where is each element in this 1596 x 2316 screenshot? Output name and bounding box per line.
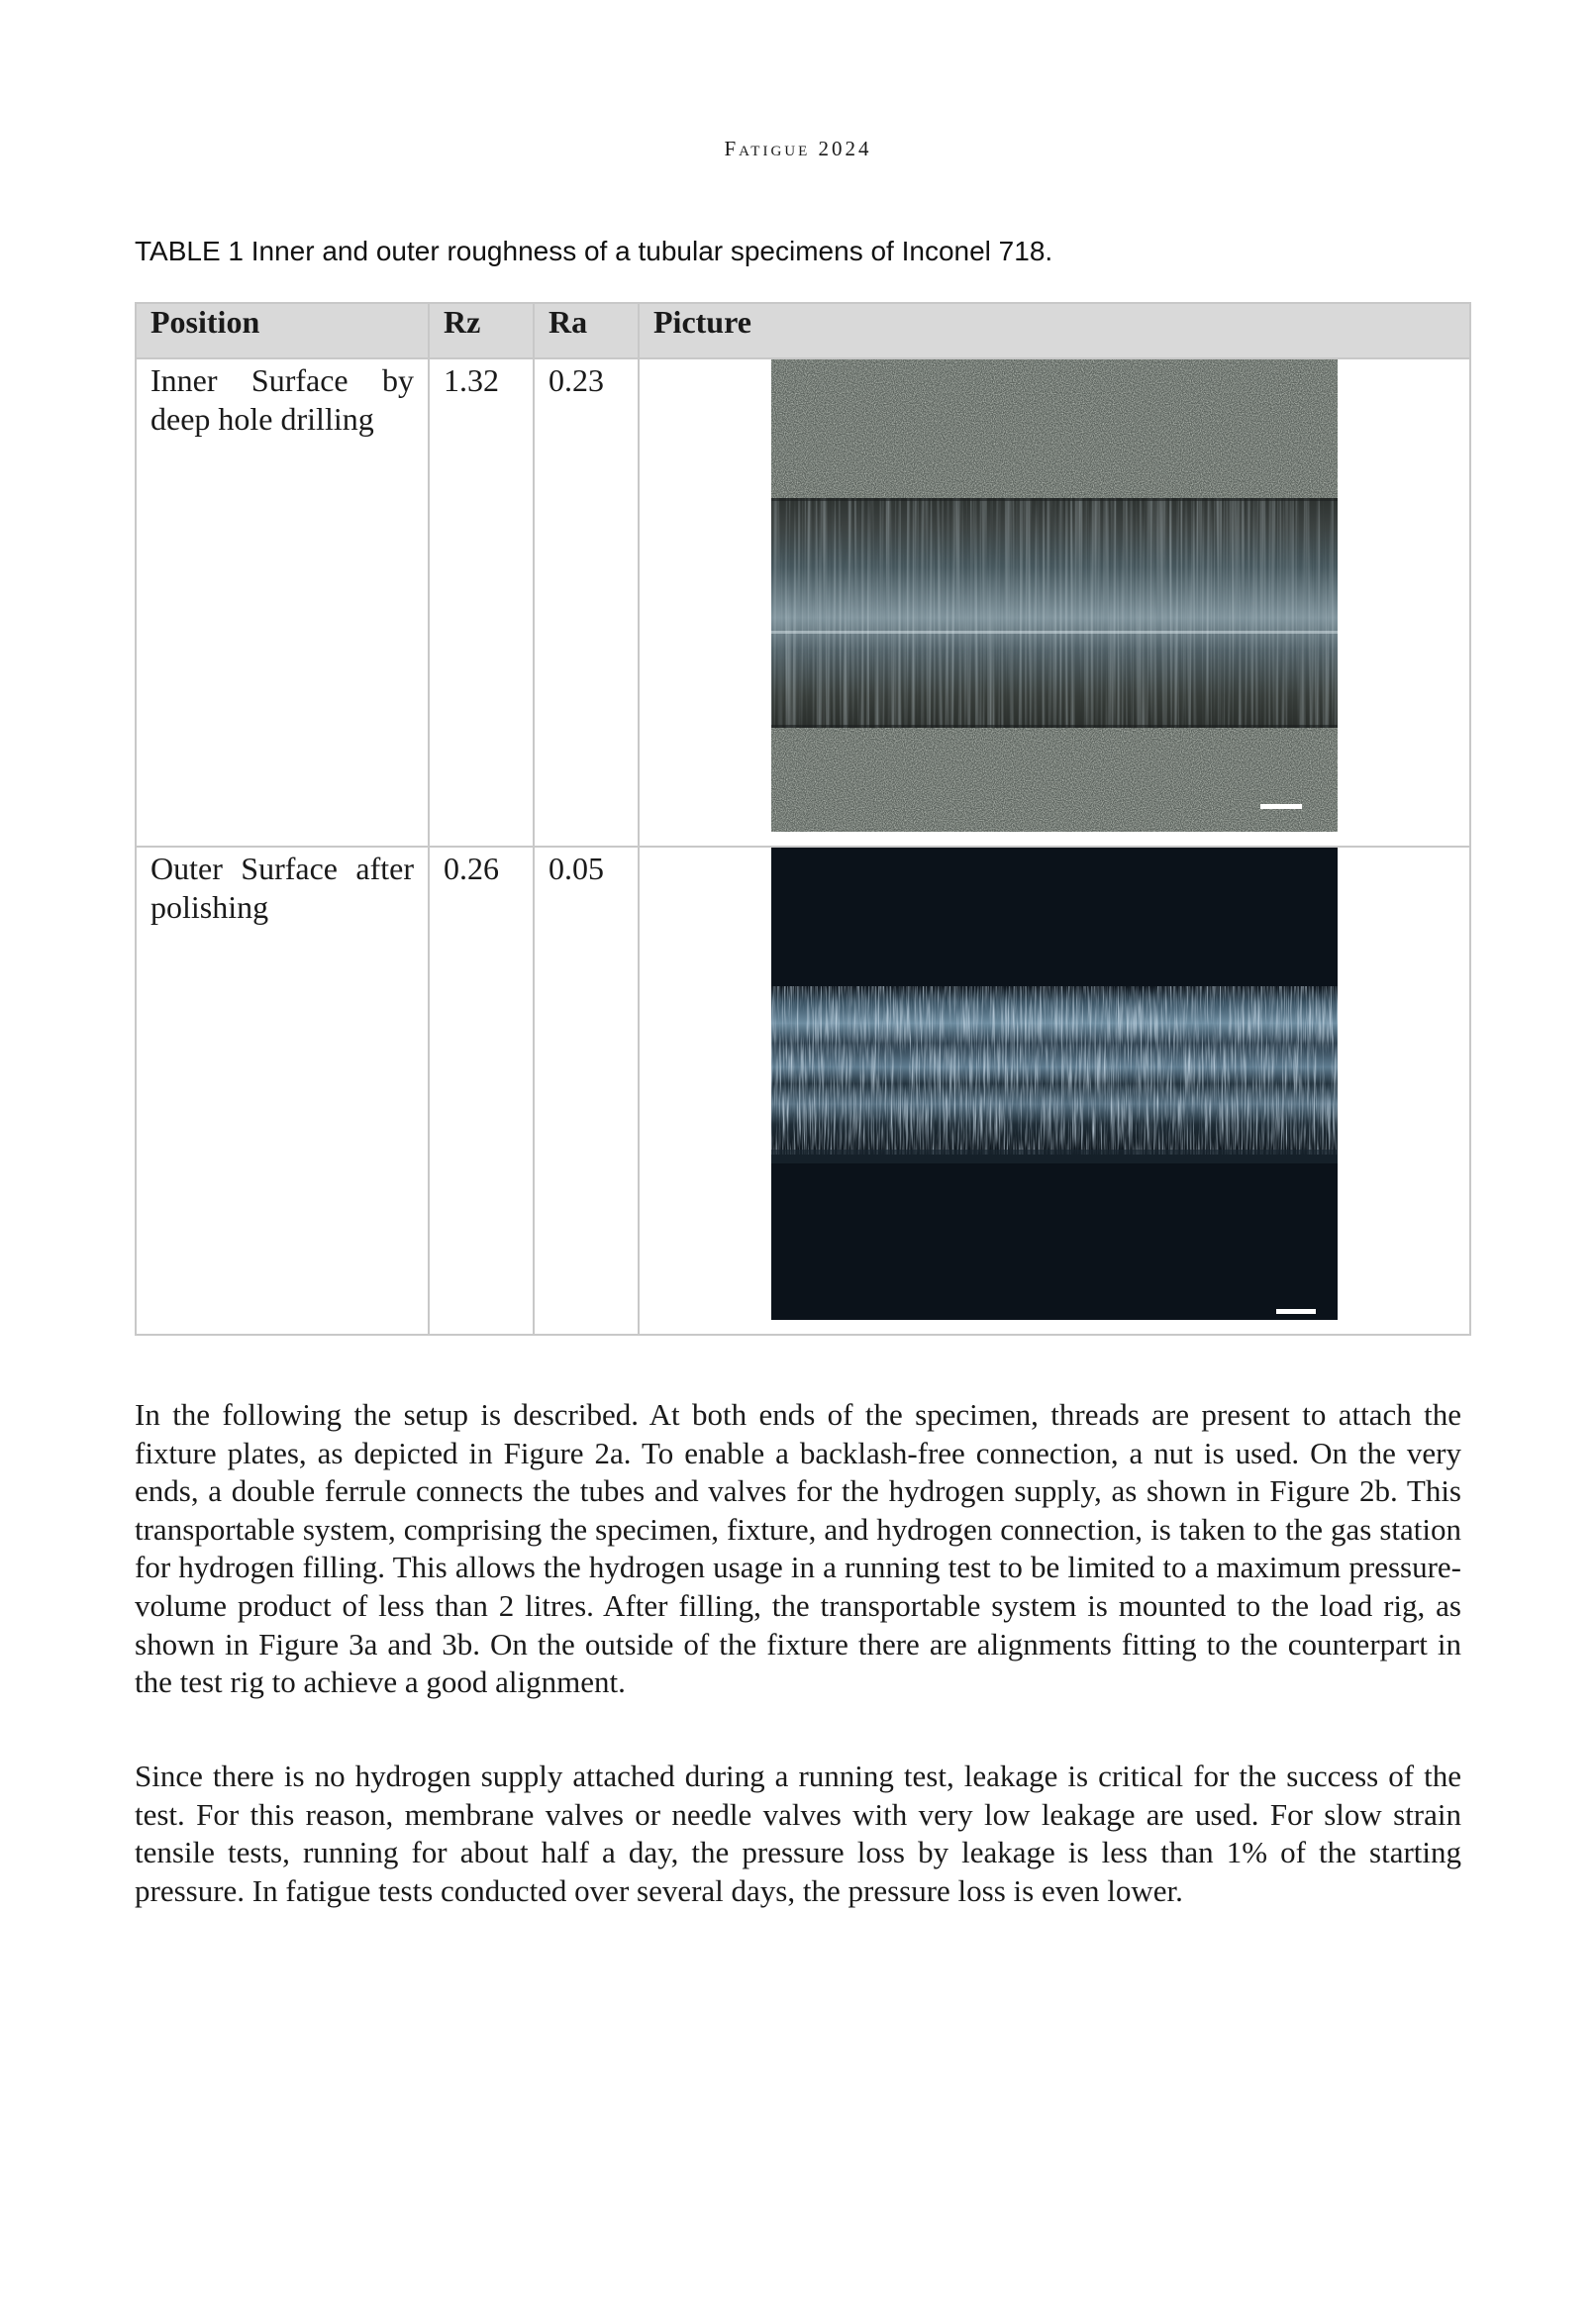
position-text: Inner Surface by deep hole drilling [150, 362, 414, 437]
table-caption: TABLE 1 Inner and outer roughness of a tubular specimens of Inconel 718. [135, 236, 1053, 266]
ra-value: 0.05 [549, 851, 604, 886]
micrograph-outer-surface-icon [771, 848, 1338, 1320]
micrograph-inner-surface-icon [771, 359, 1338, 832]
column-header-rz: Rz [429, 303, 534, 358]
table-row [136, 847, 1470, 1335]
picture-cell [639, 358, 1470, 847]
running-header: Fatigue 2024 [724, 137, 872, 160]
rz-cell [429, 847, 534, 1335]
rz-cell [429, 358, 534, 847]
picture-cell [639, 847, 1470, 1335]
rz-value: 1.32 [444, 362, 499, 398]
column-header-ra: Ra [534, 303, 639, 358]
table-header-row [136, 303, 1470, 358]
position-cell [136, 358, 429, 847]
roughness-table [135, 302, 1471, 1336]
rz-value: 0.26 [444, 851, 499, 886]
body-paragraph: In the following the setup is described. At both ends of the specimen, threads are present to attach the fixture plates, as depicted in Figure 2a. To enable a backlash-free connection, a nut is used. On the very ends, a double ferrule connects the tubes and valves for the hydrogen supply, as shown in Figure 2b. This transportable system, comprising the specimen, fixture, and hydrogen connection, is taken to the gas station for hydrogen filling. This allows the hydrogen usage in a running test to be limited to a maximum pressure-volume product of less than 2 litres. After filling, the transportable system is mounted to the load rig, as shown in Figure 3a and 3b. On the outside of the fixture there are alignments fitting to the counterpart in the test rig to achieve a good alignment. [135, 1397, 1461, 1700]
body-paragraph: Since there is no hydrogen supply attached during a running test, leakage is critical for the success of the test. For this reason, membrane valves or needle valves with very low leakage are used. For slow strain tensile tests, running for about half a day, the pressure loss by leakage is less than 1% of the starting pressure. In fatigue tests conducted over several days, the pressure loss is even lower. [135, 1759, 1461, 1908]
ra-cell [534, 358, 639, 847]
column-header-position: Position [136, 303, 429, 358]
position-text: Outer Surface after polishing [150, 851, 414, 925]
position-cell [136, 847, 429, 1335]
ra-value: 0.23 [549, 362, 604, 398]
column-header-picture: Picture [639, 303, 1470, 358]
ra-cell [534, 847, 639, 1335]
table-row [136, 358, 1470, 847]
